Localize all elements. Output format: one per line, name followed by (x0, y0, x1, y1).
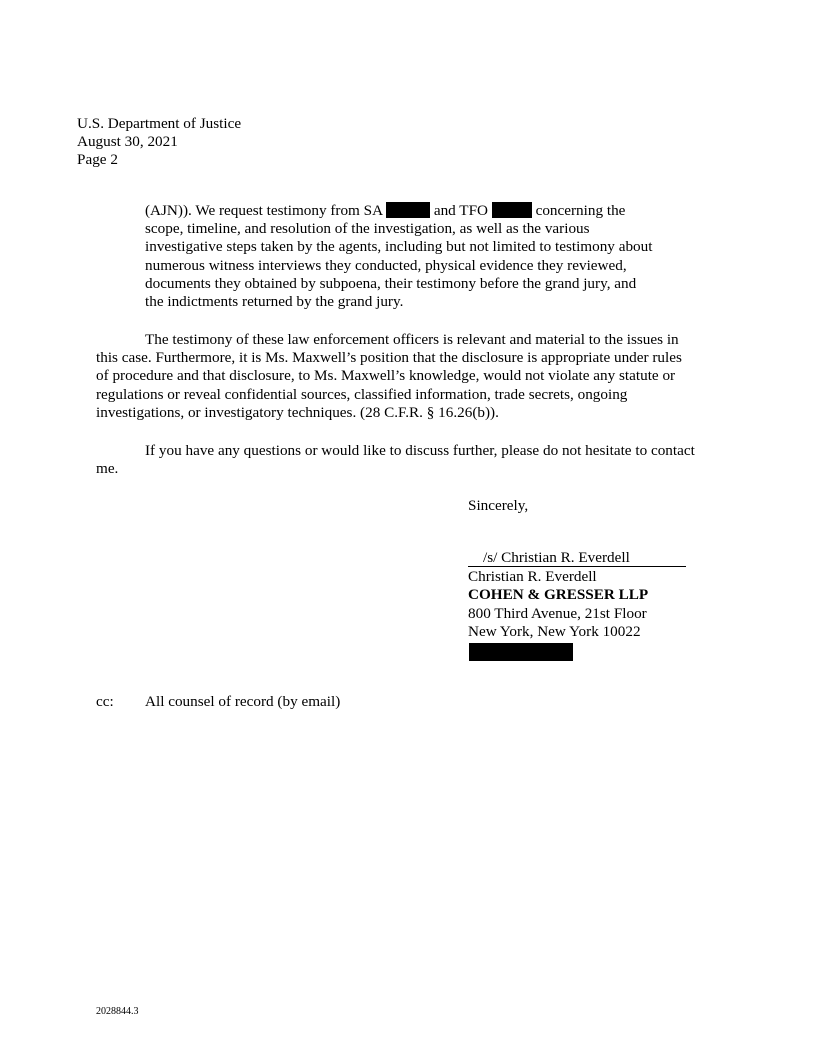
address-line1: 800 Third Avenue, 21st Floor (468, 605, 647, 622)
para1-line3: investigative steps taken by the agents, including but not limited to testimony about (145, 238, 653, 255)
closing: Sincerely, (468, 497, 529, 514)
para2-line4: regulations or reveal confidential sources, classified information, trade secrets, ongoing (96, 386, 628, 403)
para1-line2: scope, timeline, and resolution of the investigation, as well as the various (145, 220, 590, 237)
para1-line1-text-c: concerning the (531, 202, 626, 219)
recipient-line: U.S. Department of Justice (77, 115, 242, 132)
electronic-signature (468, 549, 686, 567)
para2-line2: this case. Furthermore, it is Ms. Maxwell’s position that the disclosure is appropriate under rules (96, 349, 682, 366)
para1-line6: the indictments returned by the grand jury. (145, 293, 404, 310)
letter-date: August 30, 2021 (77, 133, 178, 150)
signer-name: Christian R. Everdell (468, 568, 597, 585)
para1-line5: documents they obtained by subpoena, their testimony before the grand jury, and (145, 275, 637, 292)
document-id: 2028844.3 (96, 1006, 139, 1017)
redaction-box (492, 202, 532, 218)
address-line2: New York, New York 10022 (468, 623, 641, 640)
para3-line1: If you have any questions or would like to discuss further, please do not hesitate to contact (145, 442, 695, 459)
para1-line1-text-a: (AJN)). We request testimony from SA (145, 202, 387, 219)
para3-line2: me. (96, 460, 119, 477)
para1-line1-text-b: and TFO (430, 202, 492, 219)
para1-line1 (145, 202, 625, 221)
esign-text: /s/ Christian R. Everdell (483, 549, 630, 566)
redacted-phone (469, 643, 573, 664)
firm-name: COHEN & GRESSER LLP (468, 586, 649, 603)
cc-text: All counsel of record (by email) (145, 693, 341, 710)
para2-line5: investigations, or investigatory techniques. (28 C.F.R. § 16.26(b)). (96, 404, 499, 421)
cc-label: cc: (96, 693, 114, 710)
para2-line1: The testimony of these law enforcement officers is relevant and material to the issues in (145, 331, 679, 348)
redaction-box (386, 202, 430, 218)
para2-line3: of procedure and that disclosure, to Ms. Maxwell’s knowledge, would not violate any statute or (96, 367, 676, 384)
para1-line4: numerous witness interviews they conducted, physical evidence they reviewed, (145, 257, 627, 274)
page-number: Page 2 (77, 151, 118, 168)
redaction-box (469, 643, 573, 661)
